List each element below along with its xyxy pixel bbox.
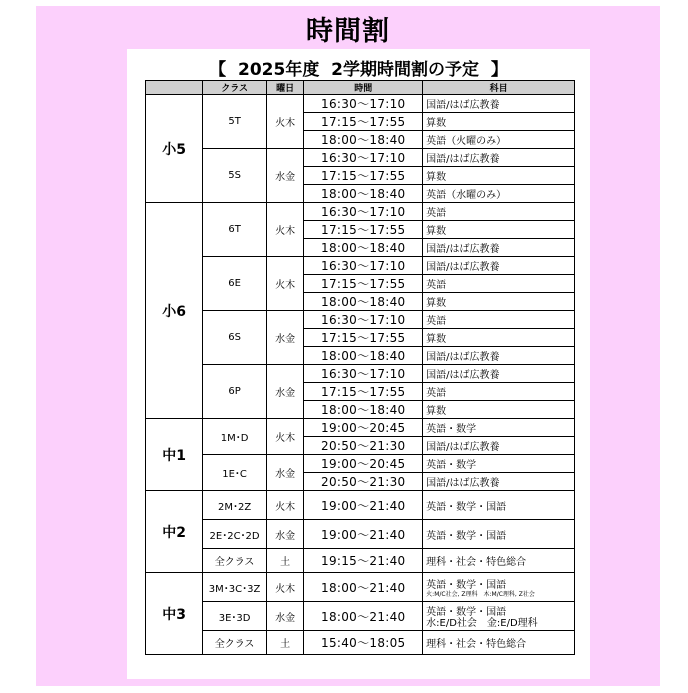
tier-label: 小5 (146, 95, 203, 203)
tier-label: 小6 (146, 203, 203, 419)
day-cell: 火木 (266, 573, 303, 602)
time-cell: 18:00～18:40 (304, 131, 423, 149)
table-row (146, 257, 575, 275)
time-cell: 18:00～18:40 (304, 347, 423, 365)
class-cell: 5T (203, 95, 267, 149)
day-cell: 水金 (266, 311, 303, 365)
subject-cell: 算数 (423, 221, 575, 239)
subject-cell: 英語・数学 (423, 455, 575, 473)
subject-cell (423, 573, 575, 602)
subject-cell: 国語/はば広教養 (423, 437, 575, 455)
time-cell: 18:00～18:40 (304, 293, 423, 311)
subject-cell: 算数 (423, 329, 575, 347)
day-cell: 水金 (266, 365, 303, 419)
time-cell: 19:15～21:40 (304, 549, 423, 573)
table-row (146, 491, 575, 520)
day-cell: 火木 (266, 419, 303, 455)
time-cell: 17:15～17:55 (304, 383, 423, 401)
time-cell: 16:30～17:10 (304, 257, 423, 275)
class-cell: 6E (203, 257, 267, 311)
tier-label: 中1 (146, 419, 203, 491)
subject-cell: 英語 (423, 203, 575, 221)
day-cell: 水金 (266, 149, 303, 203)
time-cell: 17:15～17:55 (304, 329, 423, 347)
subject-cell: 英語 (423, 383, 575, 401)
subject-cell: 国語/はば広教養 (423, 365, 575, 383)
table-row (146, 631, 575, 655)
tier-label: 中3 (146, 573, 203, 655)
table-row (146, 455, 575, 473)
day-cell: 土 (266, 549, 303, 573)
table-row (146, 95, 575, 113)
class-cell: 3M･3C･3Z (203, 573, 267, 602)
class-cell: 1E･C (203, 455, 267, 491)
time-cell: 16:30～17:10 (304, 149, 423, 167)
table-row (146, 203, 575, 221)
day-cell: 火木 (266, 491, 303, 520)
subject-cell: 算数 (423, 167, 575, 185)
table-row (146, 419, 575, 437)
time-cell: 17:15～17:55 (304, 167, 423, 185)
day-cell: 水金 (266, 520, 303, 549)
class-cell: 1M･D (203, 419, 267, 455)
subject-main: 英語・数学・国語 (426, 607, 507, 618)
subject-cell: 英語（水曜のみ） (423, 185, 575, 203)
time-cell: 19:00～21:40 (304, 520, 423, 549)
subject-cell: 国語/はば広教養 (423, 95, 575, 113)
class-cell: 3E･3D (203, 602, 267, 631)
class-cell: 全クラス (203, 549, 267, 573)
subject-cell: 英語・数学 (423, 419, 575, 437)
subject-cell: 英語 (423, 311, 575, 329)
header-subject: 科目 (423, 81, 575, 95)
time-cell: 20:50～21:30 (304, 437, 423, 455)
time-cell: 16:30～17:10 (304, 311, 423, 329)
class-cell: 6S (203, 311, 267, 365)
table-row (146, 520, 575, 549)
header-day: 曜日 (266, 81, 303, 95)
table-row (146, 549, 575, 573)
subject-cell: 国語/はば広教養 (423, 347, 575, 365)
header-tier (146, 81, 203, 95)
tier-label: 中2 (146, 491, 203, 573)
page-title: 時間割 (306, 16, 390, 47)
time-cell: 16:30～17:10 (304, 203, 423, 221)
subject-cell: 国語/はば広教養 (423, 149, 575, 167)
table-row (146, 311, 575, 329)
time-cell: 18:00～18:40 (304, 239, 423, 257)
time-cell: 17:15～17:55 (304, 113, 423, 131)
day-cell: 水金 (266, 602, 303, 631)
time-cell: 16:30～17:10 (304, 95, 423, 113)
class-cell: 2M･2Z (203, 491, 267, 520)
time-cell: 17:15～17:55 (304, 275, 423, 293)
table-row (146, 149, 575, 167)
document-heading: 【 2025年度 2学期時間割の予定 】 (209, 60, 508, 80)
time-cell: 19:00～20:45 (304, 455, 423, 473)
class-cell: 全クラス (203, 631, 267, 655)
subject-cell: 算数 (423, 293, 575, 311)
timetable-sheet (127, 49, 590, 679)
subject-cell: 算数 (423, 113, 575, 131)
day-cell: 土 (266, 631, 303, 655)
subject-cell: 英語・数学・国語 (423, 520, 575, 549)
time-cell: 17:15～17:55 (304, 221, 423, 239)
subject-cell: 英語 (423, 275, 575, 293)
day-cell: 火木 (266, 257, 303, 311)
subject-main: 英語・数学・国語 (426, 580, 507, 591)
table-row (146, 602, 575, 631)
time-cell: 18:00～18:40 (304, 401, 423, 419)
time-cell: 19:00～21:40 (304, 491, 423, 520)
timetable (145, 80, 575, 655)
subject-cell (423, 602, 575, 631)
table-row (146, 573, 575, 602)
day-cell: 火木 (266, 203, 303, 257)
class-cell: 6P (203, 365, 267, 419)
class-cell: 6T (203, 203, 267, 257)
time-cell: 18:00～18:40 (304, 185, 423, 203)
subject-cell: 算数 (423, 401, 575, 419)
class-cell: 5S (203, 149, 267, 203)
subject-cell: 国語/はば広教養 (423, 239, 575, 257)
time-cell: 15:40～18:05 (304, 631, 423, 655)
time-cell: 16:30～17:10 (304, 365, 423, 383)
time-cell: 20:50～21:30 (304, 473, 423, 491)
class-cell: 2E･2C･2D (203, 520, 267, 549)
time-cell: 18:00～21:40 (304, 602, 423, 631)
subject-cell: 理科・社会・特色総合 (423, 631, 575, 655)
subject-note: 水:E/D社会 金:E/D理科 (426, 618, 538, 629)
subject-cell: 英語・数学・国語 (423, 491, 575, 520)
subject-cell: 国語/はば広教養 (423, 257, 575, 275)
time-cell: 19:00～20:45 (304, 419, 423, 437)
subject-note: 火:M/C社会, Z理科 木:M/C理科, Z社会 (426, 591, 535, 598)
subject-cell: 国語/はば広教養 (423, 473, 575, 491)
time-cell: 18:00～21:40 (304, 573, 423, 602)
day-cell: 水金 (266, 455, 303, 491)
pink-frame (36, 6, 660, 686)
header-row (146, 81, 575, 95)
day-cell: 火木 (266, 95, 303, 149)
subject-cell: 英語（火曜のみ） (423, 131, 575, 149)
header-class: クラス (203, 81, 267, 95)
header-time: 時間 (304, 81, 423, 95)
subject-cell: 理科・社会・特色総合 (423, 549, 575, 573)
table-row (146, 365, 575, 383)
